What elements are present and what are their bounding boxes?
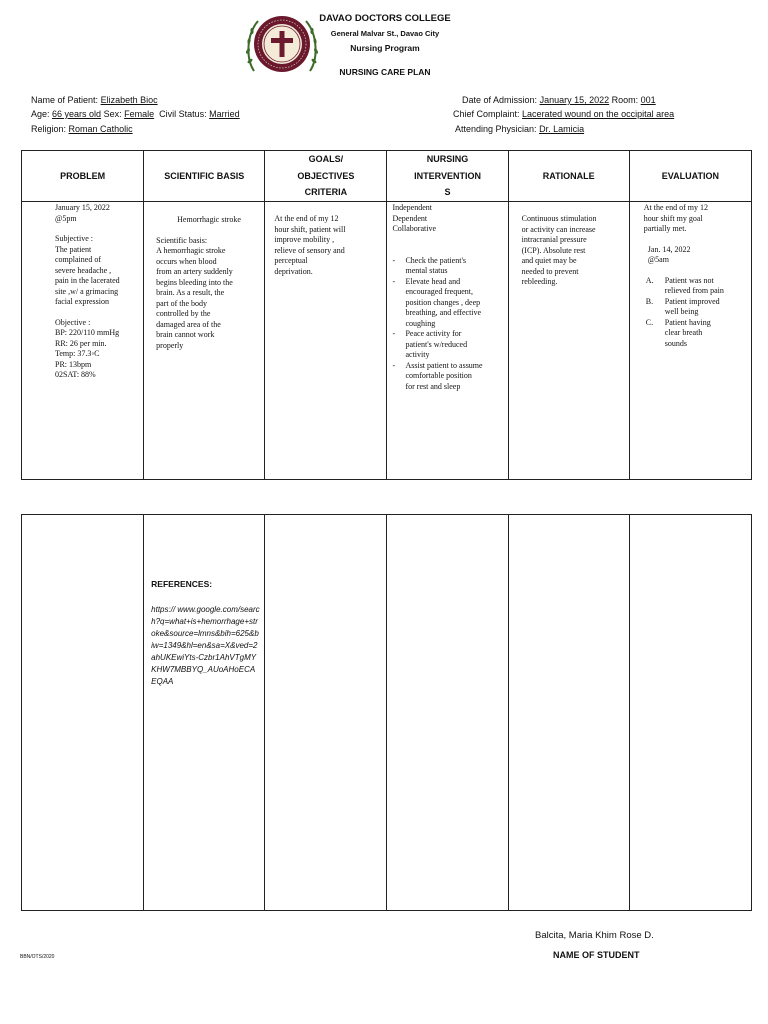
subjective-line: site ,w/ a grimacing	[55, 286, 119, 296]
problem-date: January 15, 2022	[55, 203, 110, 212]
evaluation-cell	[629, 202, 751, 480]
scientific-basis-line: occurs when blood	[156, 256, 217, 266]
physician-label: Attending Physician:	[455, 124, 537, 134]
evaluation-line: clear breath	[664, 328, 703, 337]
scientific-basis-line: properly	[156, 340, 184, 350]
scientific-basis-line: part of the body	[156, 298, 208, 308]
form-code: BBN/OTS/2020	[20, 954, 55, 960]
reference-link[interactable]: https:// www.google.com/search?q=what+is+hemorrhage+stroke&source=lmns&bih=625&biw=1349&hl=en&sa=X&ved=2ahUKEwiYts-Czbr1AhVTgMYKHW7MBBYQ_AUoAHoECAEQAA	[151, 605, 260, 686]
admission-label: Date of Admission:	[462, 95, 538, 105]
evaluation-item	[644, 276, 751, 297]
scientific-basis-line: from an artery suddenly	[156, 267, 233, 276]
intervention-line: breathing, and effective	[405, 308, 482, 317]
intervention-line: activity	[405, 350, 430, 359]
rationale-line: and quiet may be	[521, 256, 577, 265]
care-plan-table	[21, 150, 752, 480]
civil-status-label: Civil Status:	[159, 109, 207, 119]
evaluation-intro-line: At the end of my 12	[643, 203, 708, 212]
patient-name-label: Name of Patient:	[31, 95, 99, 105]
physician-row	[455, 124, 584, 134]
student-name: Balcita, Maria Khim Rose D.	[535, 930, 654, 941]
college-name: DAVAO DOCTORS COLLEGE	[319, 13, 451, 24]
references-cell	[144, 515, 265, 911]
evaluation-item-letter: A.	[645, 275, 654, 285]
intervention-item	[392, 361, 507, 393]
references-empty-cell-1	[22, 515, 144, 911]
intervention-line: mental status	[405, 266, 448, 275]
document-title: NURSING CARE PLAN	[339, 67, 431, 77]
column-interventions-line2: INTERVENTION	[414, 170, 481, 181]
goal-line: improve mobility ,	[274, 235, 335, 244]
patient-religion: Roman Catholic	[68, 124, 133, 134]
intervention-item	[392, 329, 507, 361]
evaluation-line: Patient was not	[664, 275, 714, 285]
bullet-dash-icon: -	[392, 329, 396, 338]
goal-line: At the end of my 12	[274, 214, 339, 223]
complaint-label: Chief Complaint:	[453, 109, 520, 119]
references-empty-cell-6	[629, 515, 751, 911]
patient-religion-row	[31, 124, 133, 134]
admission-date: January 15, 2022	[539, 95, 610, 105]
rationale-line: needed to prevent	[521, 266, 579, 276]
subjective-label: Subjective :	[55, 234, 93, 243]
goal-line: relieve of sensory and	[274, 245, 345, 255]
scientific-basis-line: brain cannot work	[156, 330, 215, 339]
rationale-text	[522, 214, 629, 288]
column-evaluation: EVALUATION	[629, 151, 751, 202]
subjective-line: The patient	[55, 244, 92, 254]
care-plan-content-row	[22, 202, 752, 480]
references-empty-cell-3	[265, 515, 387, 911]
column-interventions	[387, 151, 508, 202]
scientific-basis-line: controlled by the	[156, 309, 211, 318]
room-number: 001	[640, 95, 656, 105]
intervention-type: Dependent	[392, 213, 428, 223]
intervention-line: Peace activity for	[405, 329, 462, 338]
scientific-basis-cell	[144, 202, 265, 480]
column-problem: PROBLEM	[22, 151, 144, 202]
intervention-line: Assist patient to assume	[405, 360, 483, 370]
patient-name: Elizabeth Bioc	[100, 95, 158, 105]
scientific-basis-line: A hemorrhagic stroke	[156, 246, 226, 255]
scientific-basis-line: brain. As a result, the	[156, 288, 225, 297]
subjective-line: pain in the lacerated	[55, 276, 120, 285]
college-address: General Malvar St., Davao City	[330, 29, 440, 38]
patient-sex: Female	[124, 109, 155, 119]
evaluation-intro-line: partially met.	[643, 224, 687, 233]
admission-row	[462, 95, 656, 105]
column-interventions-line1: NURSING	[426, 154, 469, 165]
objective-list	[55, 328, 143, 381]
scientific-basis-line: damaged area of the	[156, 319, 221, 329]
rationale-line: rebleeding.	[521, 277, 558, 286]
patient-name-row	[31, 95, 158, 105]
complaint-row	[453, 109, 674, 119]
patient-age: 66 years old	[52, 109, 102, 119]
goal-line: hour shift, patient will	[274, 224, 346, 234]
goal-line: perceptual	[274, 256, 308, 265]
goal-line: deprivation.	[274, 266, 313, 276]
intervention-item	[392, 256, 507, 277]
column-goals	[265, 151, 387, 202]
evaluation-line: sounds	[664, 338, 688, 348]
references-empty-cell-5	[508, 515, 629, 911]
rationale-line: (ICP). Absolute rest	[521, 245, 586, 255]
rationale-line: Continuous stimulation	[521, 214, 597, 223]
column-interventions-line3: S	[444, 187, 451, 198]
evaluation-intro	[644, 203, 751, 235]
evaluation-line: Patient having	[664, 317, 711, 327]
intervention-line: position changes , deep	[405, 297, 481, 307]
sex-label: Sex:	[103, 109, 122, 119]
objective-line: RR: 26 per min.	[55, 338, 107, 348]
intervention-line: encouraged frequent,	[405, 287, 473, 296]
references-empty-cell-4	[387, 515, 508, 911]
evaluation-list	[644, 276, 751, 350]
patient-civil-status: Married	[209, 109, 240, 119]
religion-label: Religion:	[31, 124, 67, 134]
references-table	[21, 514, 752, 911]
intervention-line: patient's w/reduced	[405, 339, 468, 349]
rationale-cell	[508, 202, 629, 480]
evaluation-line: relieved from pain	[664, 286, 724, 295]
attending-physician: Dr. Lamicia	[539, 124, 585, 134]
patient-age-row	[31, 109, 240, 119]
intervention-line: Check the patient's	[405, 255, 467, 265]
evaluation-intro-line: hour shift my goal	[643, 213, 703, 223]
bullet-dash-icon: -	[392, 255, 396, 265]
problem-time: @5pm	[55, 213, 77, 223]
column-goals-line2: OBJECTIVES	[297, 170, 355, 181]
evaluation-time: @5am	[647, 255, 669, 264]
evaluation-item	[644, 318, 751, 350]
rationale-line: intracranial pressure	[521, 235, 587, 244]
evaluation-date: Jan. 14, 2022	[647, 244, 691, 254]
problem-cell	[22, 202, 144, 480]
interventions-list	[392, 256, 507, 393]
objective-line: BP: 220/110 mmHg	[55, 328, 120, 337]
objective-line: Temp: 37.3◦C	[55, 349, 100, 358]
bullet-dash-icon: -	[392, 276, 396, 286]
intervention-line: Elevate head and	[405, 276, 461, 286]
subjective-list	[55, 245, 143, 308]
room-label: Room:	[611, 95, 639, 105]
interventions-cell	[387, 202, 508, 480]
scientific-basis-label: Scientific basis:	[156, 235, 208, 245]
evaluation-line: well being	[664, 307, 699, 316]
goals-cell	[265, 202, 387, 480]
references-title: REFERENCES:	[151, 579, 213, 589]
bullet-dash-icon: -	[392, 360, 396, 370]
goals-text	[274, 214, 386, 277]
subjective-line: severe headache ,	[55, 265, 112, 275]
intervention-line: for rest and sleep	[405, 381, 461, 391]
column-goals-line1: GOALS/	[308, 154, 344, 165]
objective-line: PR: 13bpm	[55, 359, 92, 369]
scientific-basis-text	[156, 246, 264, 351]
subjective-line: facial expression	[55, 297, 109, 306]
evaluation-line: Patient improved	[664, 296, 720, 306]
age-label: Age:	[31, 109, 50, 119]
intervention-line: comfortable position	[405, 371, 472, 380]
objective-label: Objective :	[55, 317, 91, 327]
evaluation-item	[644, 297, 751, 318]
subjective-line: complained of	[55, 255, 101, 264]
scientific-basis-title: Hemorrhagic stroke	[177, 215, 241, 224]
intervention-item	[392, 277, 507, 330]
rationale-line: or activity can increase	[521, 224, 596, 234]
evaluation-item-letter: C.	[645, 317, 654, 327]
chief-complaint: Lacerated wound on the occipital area	[522, 109, 675, 119]
objective-line: 02SAT: 88%	[55, 370, 96, 379]
column-goals-line3: CRITERIA	[304, 187, 348, 198]
intervention-type: Independent	[392, 203, 433, 212]
column-scientific-basis: SCIENTIFIC BASIS	[144, 151, 265, 202]
scientific-basis-line: begins bleeding into the	[156, 277, 233, 287]
intervention-type: Collaborative	[392, 224, 437, 233]
evaluation-item-letter: B.	[645, 296, 654, 306]
program-name: Nursing Program	[350, 43, 420, 53]
intervention-types	[392, 203, 507, 235]
references-row	[22, 515, 752, 911]
intervention-line: coughing	[405, 318, 436, 328]
care-plan-header-row	[22, 151, 752, 202]
student-name-label: NAME OF STUDENT	[553, 950, 640, 960]
column-rationale: RATIONALE	[508, 151, 629, 202]
